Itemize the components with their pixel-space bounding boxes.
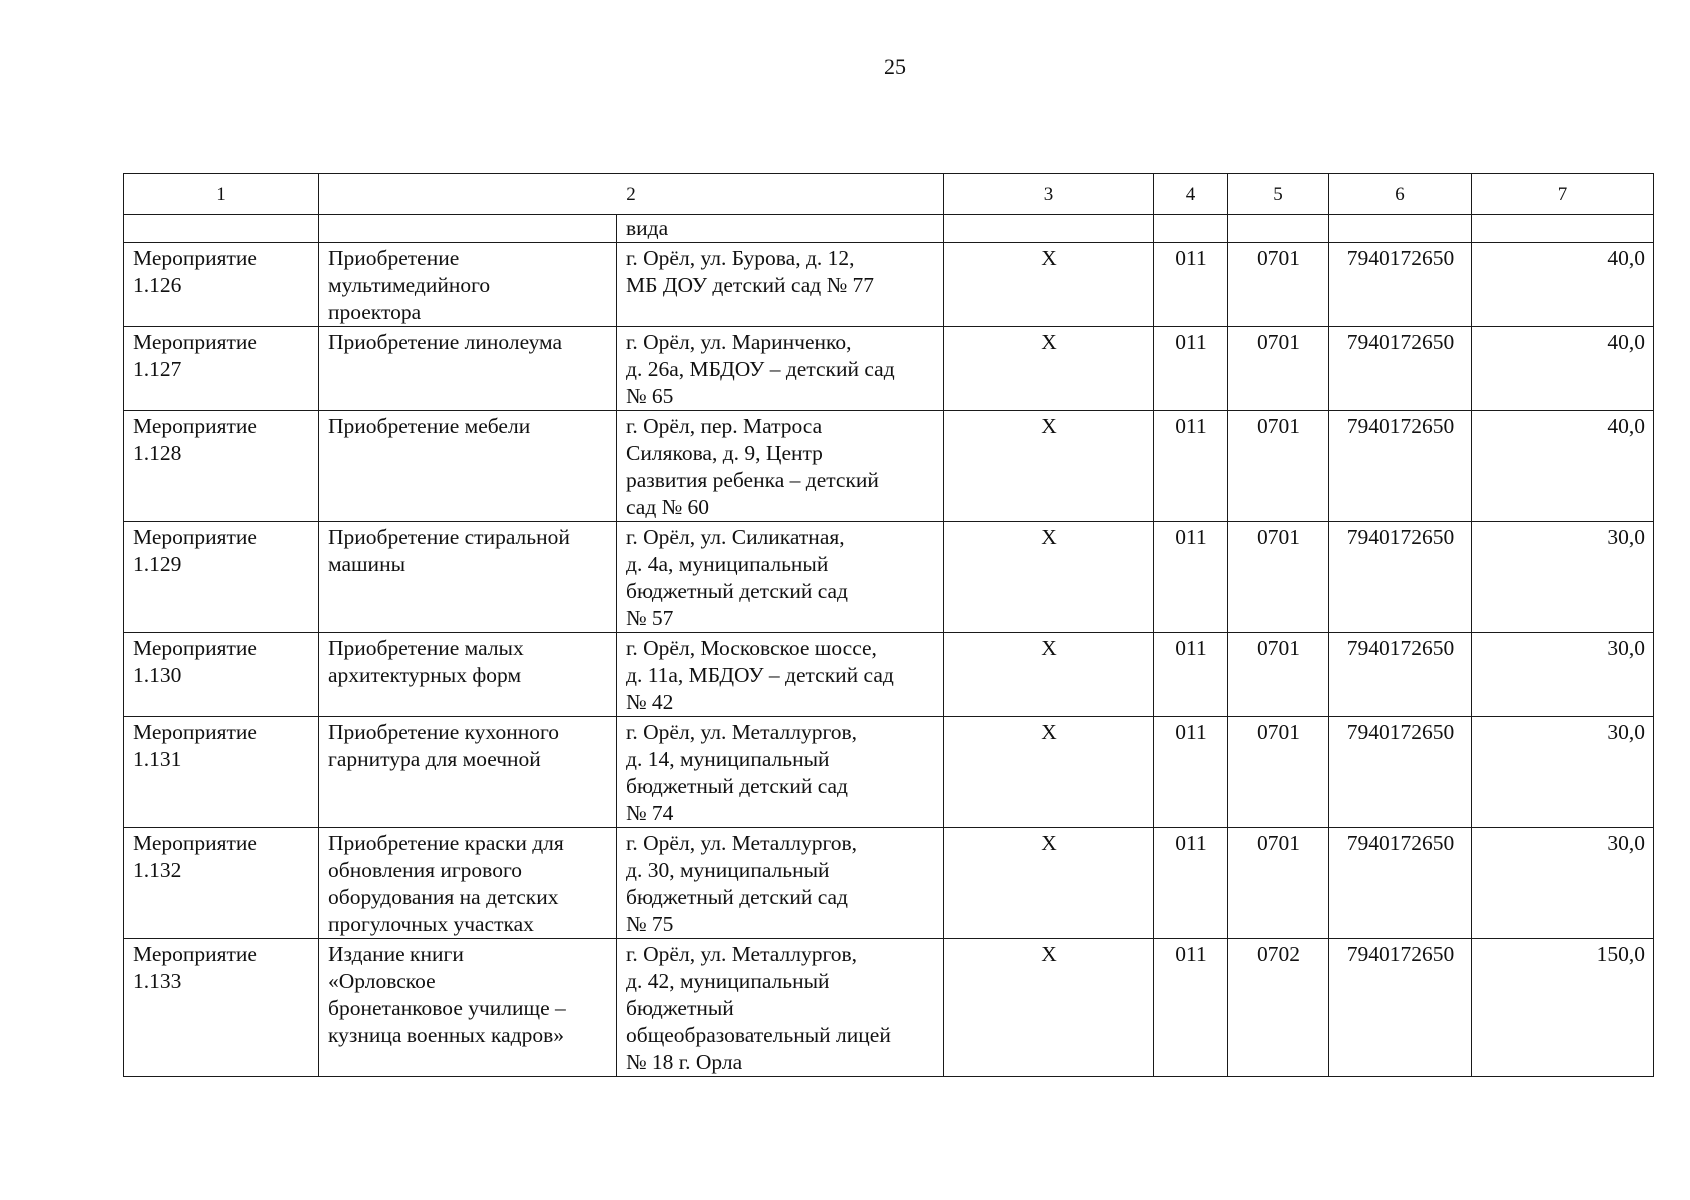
column-number-row (124, 174, 1654, 215)
address-cell-line: д. 30, муниципальный (626, 858, 830, 882)
header-col-5: 5 (1228, 174, 1329, 215)
col4-cell: 011 (1154, 717, 1228, 828)
item-name-cell (319, 633, 617, 717)
event-cell-line: 1.127 (133, 357, 182, 381)
item-name-cell (319, 828, 617, 939)
event-cell (124, 828, 319, 939)
address-cell-line: № 74 (626, 801, 674, 825)
col4-cell: 011 (1154, 939, 1228, 1077)
amount-cell: 150,0 (1472, 939, 1654, 1077)
item-name-cell-line: бронетанковое училище – (328, 996, 566, 1020)
col6-cell: 7940172650 (1329, 939, 1472, 1077)
item-name-cell-line: оборудования на детских (328, 885, 559, 909)
continuation-cell-6 (1329, 215, 1472, 243)
address-cell-line: Силякова, д. 9, Центр (626, 441, 823, 465)
col5-cell: 0702 (1228, 939, 1329, 1077)
address-cell-line: № 75 (626, 912, 674, 936)
amount-cell: 30,0 (1472, 828, 1654, 939)
event-cell-line: 1.133 (133, 969, 182, 993)
address-cell-line: г. Орёл, ул. Металлургов, (626, 831, 858, 855)
event-cell-line: Мероприятие (133, 831, 257, 855)
col4-cell: 011 (1154, 522, 1228, 633)
amount-cell: 30,0 (1472, 522, 1654, 633)
table-row (124, 243, 1654, 327)
col6-cell: 7940172650 (1329, 522, 1472, 633)
amount-cell: 30,0 (1472, 717, 1654, 828)
header-col-4: 4 (1154, 174, 1228, 215)
col6-cell: 7940172650 (1329, 717, 1472, 828)
table-body (124, 174, 1654, 1077)
address-cell-line: г. Орёл, ул. Силикатная, (626, 525, 845, 549)
table-row (124, 411, 1654, 522)
col4-cell: 011 (1154, 633, 1228, 717)
col4-cell: 011 (1154, 828, 1228, 939)
address-cell-line: г. Орёл, ул. Металлургов, (626, 720, 858, 744)
item-name-cell-line: гарнитура для моечной (328, 747, 541, 771)
address-cell-line: г. Орёл, Московское шоссе, (626, 636, 877, 660)
header-col-1: 1 (124, 174, 319, 215)
amount-cell: 40,0 (1472, 411, 1654, 522)
address-cell-line: развития ребенка – детский (626, 468, 879, 492)
header-col-2: 2 (319, 174, 944, 215)
header-col-7: 7 (1472, 174, 1654, 215)
address-cell (617, 243, 944, 327)
col5-cell: 0701 (1228, 717, 1329, 828)
col4-cell: 011 (1154, 243, 1228, 327)
item-name-cell-line: мультимедийного (328, 273, 491, 297)
item-name-cell (319, 243, 617, 327)
col3-cell: X (944, 828, 1154, 939)
col5-cell: 0701 (1228, 633, 1329, 717)
event-cell (124, 939, 319, 1077)
event-cell (124, 633, 319, 717)
col3-cell: X (944, 717, 1154, 828)
address-cell-line: МБ ДОУ детский сад № 77 (626, 273, 874, 297)
item-name-cell-line: Приобретение малых (328, 636, 524, 660)
continuation-row (124, 215, 1654, 243)
continuation-cell-3 (944, 215, 1154, 243)
address-cell-line: г. Орёл, пер. Матроса (626, 414, 823, 438)
event-cell-line: 1.126 (133, 273, 182, 297)
item-name-cell (319, 717, 617, 828)
continuation-cell-1 (124, 215, 319, 243)
item-name-cell-line: Приобретение линолеума (328, 330, 563, 354)
item-name-cell (319, 522, 617, 633)
event-cell-line: Мероприятие (133, 246, 257, 270)
item-name-cell (319, 939, 617, 1077)
item-name-cell-line: Издание книги (328, 942, 464, 966)
address-cell-line: № 65 (626, 384, 674, 408)
address-cell-line: общеобразовательный лицей (626, 1023, 891, 1047)
event-cell-line: 1.129 (133, 552, 182, 576)
item-name-cell-line: кузница военных кадров» (328, 1023, 564, 1047)
continuation-cell-7 (1472, 215, 1654, 243)
address-cell-line: сад № 60 (626, 495, 710, 519)
table-row (124, 939, 1654, 1077)
table-row (124, 717, 1654, 828)
item-name-cell-line: архитектурных форм (328, 663, 522, 687)
col3-cell: X (944, 633, 1154, 717)
header-col-3: 3 (944, 174, 1154, 215)
continuation-cell-2 (319, 215, 617, 243)
item-name-cell-line: Приобретение краски для (328, 831, 564, 855)
event-cell (124, 411, 319, 522)
address-cell-line: д. 4а, муниципальный (626, 552, 829, 576)
item-name-cell-line: Приобретение кухонного (328, 720, 559, 744)
address-cell (617, 717, 944, 828)
address-cell (617, 828, 944, 939)
col5-cell: 0701 (1228, 411, 1329, 522)
item-name-cell-line: проектора (328, 300, 422, 324)
address-cell (617, 939, 944, 1077)
address-cell-line: д. 42, муниципальный (626, 969, 830, 993)
col6-cell: 7940172650 (1329, 633, 1472, 717)
table-row (124, 633, 1654, 717)
event-cell-line: 1.130 (133, 663, 182, 687)
event-cell-line: 1.132 (133, 858, 182, 882)
continuation-cell-5 (1228, 215, 1329, 243)
amount-cell: 40,0 (1472, 327, 1654, 411)
event-cell-line: 1.131 (133, 747, 182, 771)
budget-table (123, 173, 1654, 1077)
col5-cell: 0701 (1228, 828, 1329, 939)
col6-cell: 7940172650 (1329, 243, 1472, 327)
col3-cell: X (944, 243, 1154, 327)
col4-cell: 011 (1154, 327, 1228, 411)
event-cell-line: Мероприятие (133, 720, 257, 744)
address-cell-line: бюджетный детский сад (626, 579, 848, 603)
address-cell-line: бюджетный детский сад (626, 885, 848, 909)
address-cell-line: бюджетный (626, 996, 734, 1020)
table-row (124, 522, 1654, 633)
address-cell-line: д. 26а, МБДОУ – детский сад (626, 357, 895, 381)
col5-cell: 0701 (1228, 327, 1329, 411)
event-cell (124, 243, 319, 327)
address-cell-line: г. Орёл, ул. Маринченко, (626, 330, 852, 354)
item-name-cell-line: Приобретение (328, 246, 460, 270)
event-cell-line: Мероприятие (133, 414, 257, 438)
col3-cell: X (944, 411, 1154, 522)
amount-cell: 30,0 (1472, 633, 1654, 717)
col3-cell: X (944, 327, 1154, 411)
address-cell (617, 633, 944, 717)
page-number: 25 (884, 54, 906, 79)
col5-cell: 0701 (1228, 243, 1329, 327)
col3-cell: X (944, 522, 1154, 633)
address-cell-line: № 57 (626, 606, 674, 630)
event-cell-line: Мероприятие (133, 942, 257, 966)
event-cell (124, 522, 319, 633)
amount-cell: 40,0 (1472, 243, 1654, 327)
item-name-cell-line: прогулочных участках (328, 912, 534, 936)
col6-cell: 7940172650 (1329, 828, 1472, 939)
address-cell-line: г. Орёл, ул. Металлургов, (626, 942, 858, 966)
item-name-cell-line: машины (328, 552, 406, 576)
header-col-6: 6 (1329, 174, 1472, 215)
item-name-cell (319, 411, 617, 522)
event-cell-line: 1.128 (133, 441, 182, 465)
address-cell-line: г. Орёл, ул. Бурова, д. 12, (626, 246, 855, 270)
item-name-cell-line: «Орловское (328, 969, 436, 993)
address-cell (617, 411, 944, 522)
table-row (124, 828, 1654, 939)
continuation-cell-4 (1154, 215, 1228, 243)
item-name-cell-line: Приобретение мебели (328, 414, 531, 438)
address-cell-line: д. 11а, МБДОУ – детский сад (626, 663, 894, 687)
address-cell-line: № 18 г. Орла (626, 1050, 743, 1074)
event-cell (124, 327, 319, 411)
address-cell-line: д. 14, муниципальный (626, 747, 830, 771)
col6-cell: 7940172650 (1329, 327, 1472, 411)
event-cell (124, 717, 319, 828)
event-cell-line: Мероприятие (133, 330, 257, 354)
event-cell-line: Мероприятие (133, 525, 257, 549)
col4-cell: 011 (1154, 411, 1228, 522)
table-row (124, 327, 1654, 411)
col3-cell: X (944, 939, 1154, 1077)
address-cell-line: бюджетный детский сад (626, 774, 848, 798)
item-name-cell-line: Приобретение стиральной (328, 525, 570, 549)
continuation-address: вида (617, 215, 944, 243)
address-cell-line: № 42 (626, 690, 674, 714)
address-cell (617, 327, 944, 411)
item-name-cell-line: обновления игрового (328, 858, 522, 882)
col5-cell: 0701 (1228, 522, 1329, 633)
address-cell (617, 522, 944, 633)
col6-cell: 7940172650 (1329, 411, 1472, 522)
event-cell-line: Мероприятие (133, 636, 257, 660)
item-name-cell (319, 327, 617, 411)
